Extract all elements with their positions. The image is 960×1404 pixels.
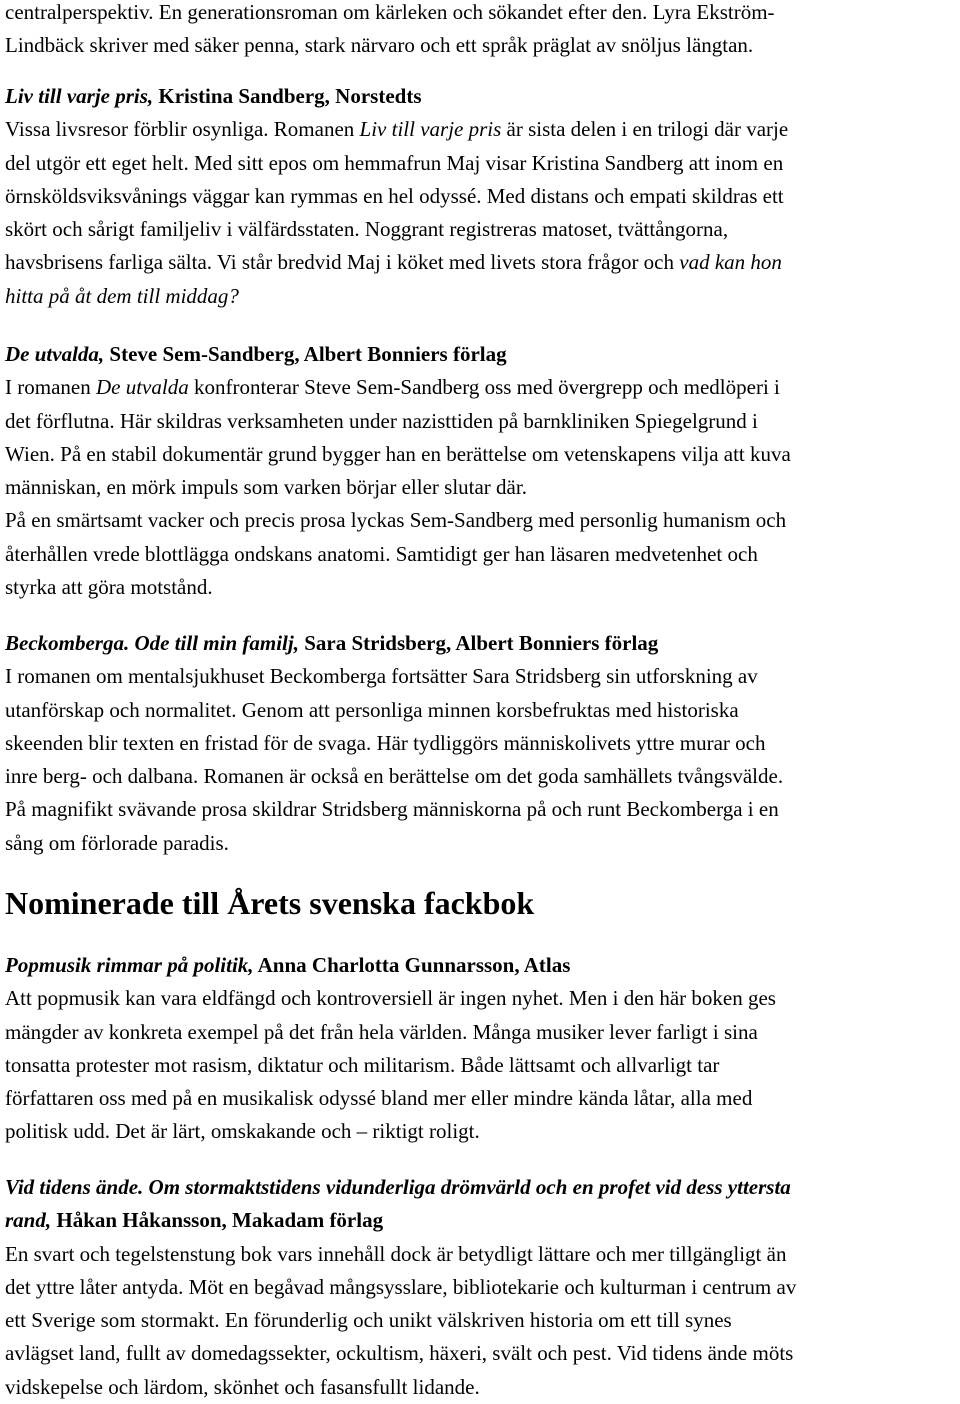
- text-line: utanförskap och normalitet. Genom att personliga minnen korsbefruktas med historiska: [5, 697, 739, 722]
- book-entry-de-utvalda: [5, 338, 957, 604]
- text-line: avlägset land, fullt av domedagssekter, ockultism, häxeri, svält och pest. Vid tidens ände möts: [5, 1341, 794, 1366]
- text-line: inre berg- och dalbana. Romanen är också en berättelse om det goda samhällets tvångsvälde.: [5, 764, 784, 789]
- inline-title: Liv till varje pris: [359, 117, 502, 142]
- book-title: De utvalda,: [5, 342, 105, 366]
- text-line: Wien. På en stabil dokumentär grund bygger han en berättelse om vetenskapens vilja att kuva: [5, 441, 791, 466]
- text-line: centralperspektiv. En generationsroman om kärleken och sökandet efter den. Lyra Ekström-: [5, 0, 775, 24]
- text-line: styrka att göra motstånd.: [5, 575, 213, 600]
- book-entry-vid-tidens-ande: [5, 1171, 957, 1404]
- text-line: örnsköldsviksvånings väggar kan rymmas en hel odyssé. Med distans och empati skildras ett: [5, 183, 784, 208]
- text-line: vidskepelse och lärdom, skönhet och fasansfullt lidande.: [5, 1374, 480, 1399]
- book-author-publisher: Steve Sem-Sandberg, Albert Bonniers förlag: [104, 342, 507, 366]
- inline-title: De utvalda: [95, 375, 189, 400]
- inline-italic: hitta på åt dem till middag?: [5, 283, 239, 308]
- book-entry-beckomberga: [5, 627, 957, 860]
- text-line: människan, en mörk impuls som varken börjar eller slutar där.: [5, 475, 527, 500]
- book-title: Vid tidens ände. Om stormaktstidens vidunderliga drömvärld och en profet vid dess yttersta: [5, 1175, 791, 1199]
- book-heading: [5, 84, 422, 108]
- text-line: På en smärtsamt vacker och precis prosa lyckas Sem-Sandberg med personlig humanism och: [5, 508, 787, 533]
- book-author-publisher: Sara Stridsberg, Albert Bonniers förlag: [298, 631, 659, 655]
- text-line: återhållen vrede blottlägga ondskans anatomi. Samtidigt ger han läsaren medvetenhet och: [5, 541, 758, 566]
- book-heading: [5, 631, 658, 655]
- book-title: Beckomberga. Ode till min familj,: [5, 631, 299, 655]
- book-title: Popmusik rimmar på politik,: [5, 953, 254, 977]
- text-line: del utgör ett eget helt. Med sitt epos om hemmafrun Maj visar Kristina Sandberg att inom en: [5, 150, 784, 175]
- inline-italic: vad kan hon: [679, 250, 782, 275]
- text-line: ett Sverige som stormakt. En förunderlig och unikt välskriven historia om ett till synes: [5, 1308, 732, 1333]
- text-line: Att popmusik kan vara eldfängd och kontroversiell är ingen nyhet. Men i den här boken ges: [5, 986, 776, 1011]
- text-line: det förflutna. Här skildras verksamheten under nazisttiden på barnkliniken Spiegelgrund i: [5, 408, 758, 433]
- text-line: sång om förlorade paradis.: [5, 830, 229, 855]
- book-title: Liv till varje pris,: [5, 84, 154, 108]
- book-entry-popmusik: [5, 949, 957, 1149]
- text-line: I romanen om mentalsjukhuset Beckomberga fortsätter Sara Stridsberg sin utforskning av: [5, 664, 758, 689]
- text-line: politisk udd. Det är lärt, omskakande och – riktigt roligt.: [5, 1119, 480, 1144]
- book-author-publisher: Kristina Sandberg, Norstedts: [153, 84, 422, 108]
- book-heading: [5, 1175, 791, 1232]
- section-heading: Nominerade till Årets svenska fackbok: [5, 885, 535, 921]
- book-author-publisher: Håkan Håkansson, Makadam förlag: [51, 1208, 384, 1233]
- text-line: tonsatta protester mot rasism, diktatur och militarism. Både lättsamt och allvarligt tar: [5, 1052, 720, 1077]
- book-heading: [5, 953, 570, 977]
- text-line: I romanen: [5, 375, 96, 400]
- text-line: skeenden blir texten en fristad för de svaga. Här tydliggörs människolivets yttre murar och: [5, 730, 766, 755]
- text-line: mängder av konkreta exempel på det från hela världen. Många musiker lever farligt i sina: [5, 1019, 758, 1044]
- text-line: skört och sårigt familjeliv i välfärdsstaten. Noggrant registreras matoset, tvättångorna,: [5, 217, 729, 242]
- text-line: havsbrisens farliga sälta. Vi står bredvid Maj i köket med livets stora frågor och: [5, 250, 680, 275]
- text-line: konfronterar Steve Sem-Sandberg oss med övergrepp och medlöperi i: [188, 375, 780, 400]
- book-entry-liv-till-varje-pris: [5, 80, 957, 313]
- intro-continuation: [5, 0, 957, 63]
- text-line: Lindbäck skriver med säker penna, stark närvaro och ett språk präglat av snöljus längtan.: [5, 33, 754, 58]
- text-line: En svart och tegelstenstung bok vars innehåll dock är betydligt lättare och mer tillgängligt än: [5, 1241, 787, 1266]
- text-line: På magnifikt svävande prosa skildrar Stridsberg människorna på och runt Beckomberga i en: [5, 797, 779, 822]
- book-author-publisher: Anna Charlotta Gunnarsson, Atlas: [253, 953, 571, 977]
- text-line: författaren oss med på en musikalisk odyssé bland mer eller mindre kända låtar, alla med: [5, 1086, 753, 1111]
- text-line: Vissa livsresor förblir osynliga. Romanen: [5, 117, 360, 142]
- book-heading: [5, 342, 507, 366]
- book-title-cont: rand,: [5, 1208, 52, 1233]
- text-line: är sista delen i en trilogi där varje: [501, 117, 789, 142]
- text-line: det yttre låter antyda. Möt en begåvad mångsysslare, bibliotekarie och kulturman i centrum av: [5, 1274, 797, 1299]
